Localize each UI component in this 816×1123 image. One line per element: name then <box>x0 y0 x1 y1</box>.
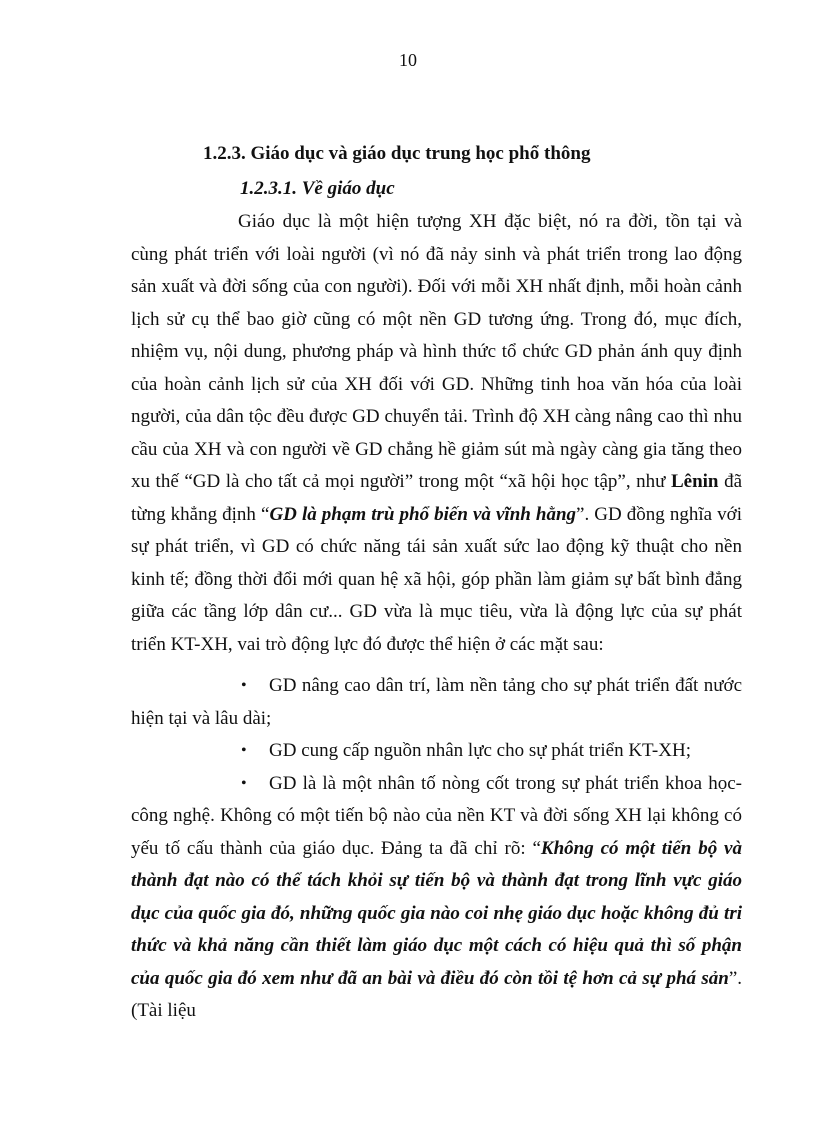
paragraph-text: đã từng khẳng định “ <box>131 471 743 525</box>
party-quote: Không có một tiến bộ và thành đạt nào có thể tách khỏi sự tiến bộ và thành đạt trong lĩnh vực giáo dục của quốc gia đó, những quốc gia nào coi nhẹ giáo dục hoặc không đủ tri thức và khả năng cần thiết làm giáo dục một cách có hiệu quả thì số phận của quốc gia đó xem như đã an bài và điều đó còn tồi tệ hơn cả sự phá sản <box>131 837 742 989</box>
paragraph-text: Giáo dục là một hiện tượng XH đặc biệt, nó ra đời, tồn tại và cùng phát triển với loài người (vì nó đã nảy sinh và phát triển trong lao động sản xuất và đời sống của con người). Đối với mỗi XH nhất định, mỗi hoàn cảnh lịch sử cụ thể bao giờ cũng có một nền GD tương ứng. Trong đó, mục đích, nhiệm vụ, nội dung, phương pháp và hình thức tổ chức GD phản ánh quy định của hoàn cảnh lịch sử của XH đối với GD. Những tinh hoa văn hóa của loài người, của dân tộc đều được GD chuyển tải. Trình độ XH càng nâng cao thì nhu cầu của XH và con người về GD chẳng hề giảm sút mà ngày càng gia tăng theo xu thế “GD là cho tất cả mọi người” trong một “xã hội học tập”, như <box>131 211 742 492</box>
bullet-icon: • <box>241 677 247 694</box>
education-roles-list <box>131 670 742 1028</box>
list-item <box>131 735 742 768</box>
list-item-text: ”. (Tài liệu <box>131 967 742 1021</box>
list-item <box>131 768 742 1028</box>
list-item <box>131 670 742 735</box>
list-item-text: GD là là một nhân tố nòng cốt trong sự phát triển khoa học-công nghệ. Không có một tiến bộ nào của nền KT và đời sống XH lại không có yếu tố cấu thành của giáo dục. Đảng ta đã chỉ rõ: “ <box>131 772 742 859</box>
bullet-icon: • <box>241 774 247 792</box>
bullet-icon: • <box>241 742 247 759</box>
lenin-quote: GD là phạm trù phổ biến và vĩnh hằng <box>269 503 577 525</box>
paragraph-text: ”. GD đồng nghĩa với sự phát triển, vì GD có chức năng tái sản xuất sức lao động kỹ thuật cho nền kinh tế; đồng thời đổi mới quan hệ xã hội, góp phần làm giảm sự bất bình đẳng giữa các tầng lớp dân cư... GD vừa là mục tiêu, vừa là động lực của sự phát triển KT-XH, vai trò động lực đó được thể hiện ở các mặt sau: <box>131 503 742 655</box>
paragraph-education-overview <box>131 206 742 661</box>
lenin-name: Lênin <box>670 471 719 492</box>
list-item-text: GD cung cấp nguồn nhân lực cho sự phát triển KT-XH; <box>269 740 691 761</box>
subsection-heading: 1.2.3.1. Về giáo dục <box>240 178 395 199</box>
section-heading: 1.2.3. Giáo dục và giáo dục trung học phổ thông <box>203 143 591 164</box>
list-item-text: GD nâng cao dân trí, làm nền tảng cho sự phát triển đất nước hiện tại và lâu dài; <box>131 675 742 729</box>
page-number: 10 <box>399 50 417 70</box>
